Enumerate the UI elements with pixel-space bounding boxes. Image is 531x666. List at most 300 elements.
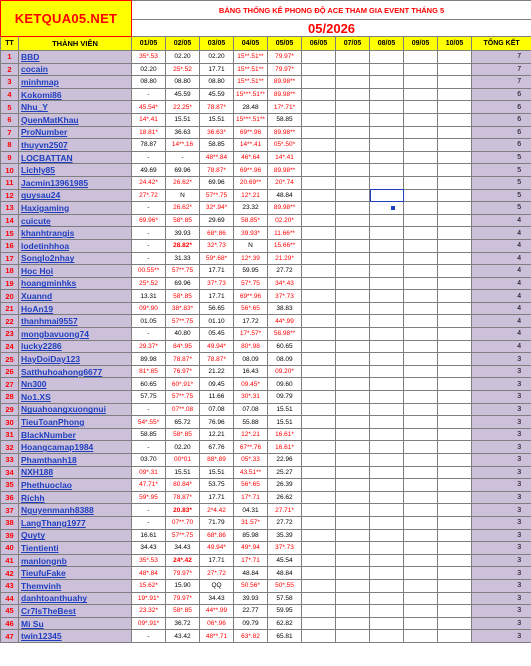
empty-cell[interactable]	[336, 63, 370, 76]
empty-cell[interactable]	[438, 340, 472, 353]
result-cell[interactable]: 37*.73	[200, 277, 234, 290]
total-cell[interactable]: 7	[472, 63, 531, 76]
row-number[interactable]: 23	[1, 328, 19, 341]
empty-cell[interactable]	[370, 605, 404, 618]
empty-cell[interactable]	[302, 139, 336, 152]
empty-cell[interactable]	[404, 466, 438, 479]
row-number[interactable]: 19	[1, 277, 19, 290]
empty-cell[interactable]	[336, 101, 370, 114]
col-header-tt[interactable]: TT	[1, 37, 19, 51]
member-name-cell[interactable]: hoangminhks	[19, 277, 132, 290]
result-cell[interactable]: 79.97*	[268, 51, 302, 64]
result-cell[interactable]: 58*.85	[166, 605, 200, 618]
result-cell[interactable]: N	[234, 239, 268, 252]
row-number[interactable]: 44	[1, 592, 19, 605]
empty-cell[interactable]	[404, 567, 438, 580]
result-cell[interactable]: 12*.39	[234, 252, 268, 265]
empty-cell[interactable]	[438, 516, 472, 529]
result-cell[interactable]: 07.08	[200, 403, 234, 416]
result-cell[interactable]: -	[132, 252, 166, 265]
result-cell[interactable]: 39.93*	[234, 227, 268, 240]
empty-cell[interactable]	[302, 239, 336, 252]
empty-cell[interactable]	[438, 164, 472, 177]
result-cell[interactable]: 78.87	[132, 139, 166, 152]
empty-cell[interactable]	[404, 428, 438, 441]
total-cell[interactable]: 4	[472, 340, 531, 353]
empty-cell[interactable]	[370, 76, 404, 89]
empty-cell[interactable]	[370, 277, 404, 290]
empty-cell[interactable]	[438, 630, 472, 643]
empty-cell[interactable]	[336, 164, 370, 177]
empty-cell[interactable]	[302, 265, 336, 278]
empty-cell[interactable]	[438, 365, 472, 378]
row-number[interactable]: 14	[1, 214, 19, 227]
row-number[interactable]: 43	[1, 579, 19, 592]
result-cell[interactable]: 29.69	[200, 214, 234, 227]
empty-cell[interactable]	[336, 630, 370, 643]
result-cell[interactable]: 71.79	[200, 516, 234, 529]
result-cell[interactable]: -	[132, 227, 166, 240]
member-name-cell[interactable]: danhtoanthuahy	[19, 592, 132, 605]
result-cell[interactable]: 27.71*	[268, 504, 302, 517]
result-cell[interactable]: 57**.75	[200, 189, 234, 202]
empty-cell[interactable]	[302, 76, 336, 89]
empty-cell[interactable]	[336, 491, 370, 504]
empty-cell[interactable]	[336, 340, 370, 353]
empty-cell[interactable]	[336, 428, 370, 441]
result-cell[interactable]: 24*.42	[166, 554, 200, 567]
empty-cell[interactable]	[404, 605, 438, 618]
empty-cell[interactable]	[404, 592, 438, 605]
empty-cell[interactable]	[438, 51, 472, 64]
total-cell[interactable]: 3	[472, 542, 531, 555]
member-name-cell[interactable]: HayDoiDay123	[19, 353, 132, 366]
result-cell[interactable]: 15.51	[200, 466, 234, 479]
result-cell[interactable]: 05.45	[200, 328, 234, 341]
row-number[interactable]: 9	[1, 151, 19, 164]
empty-cell[interactable]	[302, 340, 336, 353]
empty-cell[interactable]	[438, 529, 472, 542]
member-name-cell[interactable]: Haxigaming	[19, 202, 132, 215]
result-cell[interactable]: 58*.85	[166, 214, 200, 227]
member-name-cell[interactable]: Phamthanh18	[19, 454, 132, 467]
total-cell[interactable]: 3	[472, 378, 531, 391]
member-name-cell[interactable]: Lichly85	[19, 164, 132, 177]
empty-cell[interactable]	[438, 592, 472, 605]
empty-cell[interactable]	[370, 302, 404, 315]
empty-cell[interactable]	[336, 328, 370, 341]
total-cell[interactable]: 3	[472, 403, 531, 416]
row-number[interactable]: 12	[1, 189, 19, 202]
empty-cell[interactable]	[438, 239, 472, 252]
empty-cell[interactable]	[336, 88, 370, 101]
empty-cell[interactable]	[302, 630, 336, 643]
result-cell[interactable]: 89.98**	[268, 202, 302, 215]
result-cell[interactable]: 69.96	[166, 277, 200, 290]
empty-cell[interactable]	[302, 88, 336, 101]
row-number[interactable]: 8	[1, 139, 19, 152]
empty-cell[interactable]	[370, 466, 404, 479]
result-cell[interactable]: 25*.52	[132, 277, 166, 290]
empty-cell[interactable]	[302, 252, 336, 265]
empty-cell[interactable]	[370, 164, 404, 177]
result-cell[interactable]: -	[132, 441, 166, 454]
result-cell[interactable]: -	[132, 239, 166, 252]
empty-cell[interactable]	[404, 554, 438, 567]
result-cell[interactable]: 79.97*	[268, 63, 302, 76]
result-cell[interactable]: 14**.41	[234, 139, 268, 152]
empty-cell[interactable]	[336, 466, 370, 479]
total-cell[interactable]: 4	[472, 252, 531, 265]
result-cell[interactable]: 36.63	[166, 126, 200, 139]
result-cell[interactable]: 45.59	[200, 88, 234, 101]
member-name-cell[interactable]: BlackNumber	[19, 428, 132, 441]
total-cell[interactable]: 4	[472, 227, 531, 240]
total-cell[interactable]: 4	[472, 239, 531, 252]
empty-cell[interactable]	[438, 466, 472, 479]
member-name-cell[interactable]: lodetinhhoa	[19, 239, 132, 252]
result-cell[interactable]: 57**.75	[166, 265, 200, 278]
empty-cell[interactable]	[438, 139, 472, 152]
empty-cell[interactable]	[370, 579, 404, 592]
result-cell[interactable]: 48.84	[234, 567, 268, 580]
result-cell[interactable]: 17.71	[200, 554, 234, 567]
empty-cell[interactable]	[370, 51, 404, 64]
result-cell[interactable]: 18.81*	[132, 126, 166, 139]
empty-cell[interactable]	[302, 529, 336, 542]
result-cell[interactable]: 58.85	[132, 428, 166, 441]
total-cell[interactable]: 4	[472, 214, 531, 227]
result-cell[interactable]: 17.71	[200, 491, 234, 504]
empty-cell[interactable]	[370, 101, 404, 114]
member-name-cell[interactable]: Tientienti	[19, 542, 132, 555]
result-cell[interactable]: 15.51	[166, 113, 200, 126]
member-name-cell[interactable]: QuenMatKhau	[19, 113, 132, 126]
empty-cell[interactable]	[438, 126, 472, 139]
empty-cell[interactable]	[404, 416, 438, 429]
result-cell[interactable]: 02.20	[166, 51, 200, 64]
member-name-cell[interactable]: LOCBATTAN	[19, 151, 132, 164]
result-cell[interactable]: 09.79	[234, 617, 268, 630]
result-cell[interactable]: 65.81	[268, 630, 302, 643]
result-cell[interactable]: 04.31	[234, 504, 268, 517]
member-name-cell[interactable]: mongbavuong74	[19, 328, 132, 341]
result-cell[interactable]: 07**.70	[166, 516, 200, 529]
empty-cell[interactable]	[302, 454, 336, 467]
col-header-date[interactable]: 09/05	[404, 37, 438, 51]
member-name-cell[interactable]: Nn300	[19, 378, 132, 391]
empty-cell[interactable]	[438, 202, 472, 215]
result-cell[interactable]: 89.98**	[268, 76, 302, 89]
result-cell[interactable]: 26.62*	[166, 176, 200, 189]
empty-cell[interactable]	[404, 617, 438, 630]
empty-cell[interactable]	[336, 391, 370, 404]
result-cell[interactable]: 21.29*	[268, 252, 302, 265]
member-name-cell[interactable]: Songlo2nhay	[19, 252, 132, 265]
empty-cell[interactable]	[370, 416, 404, 429]
total-cell[interactable]: 6	[472, 101, 531, 114]
row-number[interactable]: 18	[1, 265, 19, 278]
empty-cell[interactable]	[370, 491, 404, 504]
empty-cell[interactable]	[438, 176, 472, 189]
result-cell[interactable]: 02.20	[200, 51, 234, 64]
empty-cell[interactable]	[302, 353, 336, 366]
result-cell[interactable]: 38.83	[268, 302, 302, 315]
empty-cell[interactable]	[302, 227, 336, 240]
total-cell[interactable]: 4	[472, 277, 531, 290]
empty-cell[interactable]	[438, 542, 472, 555]
result-cell[interactable]: 46*.64	[234, 151, 268, 164]
empty-cell[interactable]	[404, 391, 438, 404]
empty-cell[interactable]	[302, 202, 336, 215]
empty-cell[interactable]	[404, 328, 438, 341]
result-cell[interactable]: 25.27	[268, 466, 302, 479]
result-cell[interactable]: 58*.85	[166, 290, 200, 303]
total-cell[interactable]: 3	[472, 516, 531, 529]
result-cell[interactable]: 21.22	[200, 365, 234, 378]
result-cell[interactable]: 67**.76	[234, 441, 268, 454]
member-name-cell[interactable]: Nguyenmanh8388	[19, 504, 132, 517]
member-name-cell[interactable]: khanhtrangis	[19, 227, 132, 240]
result-cell[interactable]: -	[132, 202, 166, 215]
empty-cell[interactable]	[336, 51, 370, 64]
empty-cell[interactable]	[404, 504, 438, 517]
member-name-cell[interactable]: Richh	[19, 491, 132, 504]
member-name-cell[interactable]: ProNumber	[19, 126, 132, 139]
row-number[interactable]: 6	[1, 113, 19, 126]
result-cell[interactable]: 16.43	[234, 365, 268, 378]
result-cell[interactable]: 63*.82	[234, 630, 268, 643]
result-cell[interactable]: 57**.75	[166, 391, 200, 404]
member-name-cell[interactable]: NXH188	[19, 466, 132, 479]
result-cell[interactable]: 08.80	[132, 76, 166, 89]
result-cell[interactable]: 01.05	[132, 315, 166, 328]
result-cell[interactable]: 48**.84	[200, 151, 234, 164]
result-cell[interactable]: 60*.91*	[166, 378, 200, 391]
result-cell[interactable]: 50*.55	[268, 579, 302, 592]
empty-cell[interactable]	[438, 265, 472, 278]
result-cell[interactable]: 49*.94	[234, 542, 268, 555]
col-header-date[interactable]: 01/05	[132, 37, 166, 51]
result-cell[interactable]: 07**.08	[166, 403, 200, 416]
member-name-cell[interactable]: Satthuhoahong6677	[19, 365, 132, 378]
result-cell[interactable]: 34.43	[200, 592, 234, 605]
empty-cell[interactable]	[302, 164, 336, 177]
result-cell[interactable]: 40.80	[166, 328, 200, 341]
empty-cell[interactable]	[302, 403, 336, 416]
result-cell[interactable]: 08.80	[200, 76, 234, 89]
empty-cell[interactable]	[302, 365, 336, 378]
empty-cell[interactable]	[302, 516, 336, 529]
result-cell[interactable]: 80.84*	[166, 479, 200, 492]
empty-cell[interactable]	[336, 76, 370, 89]
total-cell[interactable]: 3	[472, 592, 531, 605]
result-cell[interactable]: 25*.52	[166, 63, 200, 76]
result-cell[interactable]: -	[132, 403, 166, 416]
result-cell[interactable]: 89.98**	[268, 126, 302, 139]
total-cell[interactable]: 3	[472, 529, 531, 542]
result-cell[interactable]: -	[132, 328, 166, 341]
result-cell[interactable]: 15.51	[166, 466, 200, 479]
result-cell[interactable]: 17.71	[200, 265, 234, 278]
empty-cell[interactable]	[438, 76, 472, 89]
member-name-cell[interactable]: Hoangcamap1984	[19, 441, 132, 454]
empty-cell[interactable]	[302, 214, 336, 227]
result-cell[interactable]: 15.51	[200, 113, 234, 126]
member-name-cell[interactable]: BBD	[19, 51, 132, 64]
col-header-date[interactable]: 07/05	[336, 37, 370, 51]
total-cell[interactable]: 3	[472, 428, 531, 441]
empty-cell[interactable]	[404, 139, 438, 152]
row-number[interactable]: 21	[1, 302, 19, 315]
member-name-cell[interactable]: minhmap	[19, 76, 132, 89]
result-cell[interactable]: 35*.53	[132, 51, 166, 64]
result-cell[interactable]: 14**.16	[166, 139, 200, 152]
empty-cell[interactable]	[370, 542, 404, 555]
result-cell[interactable]: 78.87*	[200, 101, 234, 114]
total-cell[interactable]: 6	[472, 126, 531, 139]
result-cell[interactable]: 32*.73	[200, 239, 234, 252]
empty-cell[interactable]	[370, 340, 404, 353]
empty-cell[interactable]	[370, 214, 404, 227]
row-number[interactable]: 38	[1, 516, 19, 529]
empty-cell[interactable]	[404, 265, 438, 278]
result-cell[interactable]: 05*.33	[234, 454, 268, 467]
row-number[interactable]: 28	[1, 391, 19, 404]
empty-cell[interactable]	[370, 139, 404, 152]
empty-cell[interactable]	[302, 617, 336, 630]
empty-cell[interactable]	[404, 302, 438, 315]
result-cell[interactable]: 69.96	[166, 164, 200, 177]
result-cell[interactable]: 17*.71	[234, 554, 268, 567]
row-number[interactable]: 47	[1, 630, 19, 643]
empty-cell[interactable]	[404, 113, 438, 126]
empty-cell[interactable]	[370, 239, 404, 252]
result-cell[interactable]: 43.51**	[234, 466, 268, 479]
result-cell[interactable]: 27*.72	[132, 189, 166, 202]
total-cell[interactable]: 3	[472, 466, 531, 479]
empty-cell[interactable]	[302, 428, 336, 441]
empty-cell[interactable]	[370, 516, 404, 529]
result-cell[interactable]: 57*.75	[234, 277, 268, 290]
empty-cell[interactable]	[302, 63, 336, 76]
empty-cell[interactable]	[404, 252, 438, 265]
total-cell[interactable]: 3	[472, 353, 531, 366]
total-cell[interactable]: 3	[472, 554, 531, 567]
result-cell[interactable]: 57.58	[268, 592, 302, 605]
empty-cell[interactable]	[404, 227, 438, 240]
empty-cell[interactable]	[336, 504, 370, 517]
result-cell[interactable]: 69**.96	[234, 290, 268, 303]
result-cell[interactable]: 89.98	[132, 353, 166, 366]
result-cell[interactable]: 44**.99	[200, 605, 234, 618]
result-cell[interactable]: 58*.85	[166, 428, 200, 441]
result-cell[interactable]: 15**.51**	[234, 76, 268, 89]
empty-cell[interactable]	[438, 252, 472, 265]
empty-cell[interactable]	[336, 554, 370, 567]
result-cell[interactable]: 06*.96	[200, 617, 234, 630]
empty-cell[interactable]	[404, 63, 438, 76]
empty-cell[interactable]	[438, 403, 472, 416]
col-header-date[interactable]: 03/05	[200, 37, 234, 51]
member-name-cell[interactable]: Themvinh	[19, 579, 132, 592]
empty-cell[interactable]	[370, 479, 404, 492]
result-cell[interactable]: 07.08	[234, 403, 268, 416]
empty-cell[interactable]	[336, 113, 370, 126]
total-cell[interactable]: 3	[472, 441, 531, 454]
result-cell[interactable]: 57**.75	[166, 315, 200, 328]
result-cell[interactable]: 48**.71	[200, 630, 234, 643]
empty-cell[interactable]	[404, 441, 438, 454]
member-name-cell[interactable]: TieuToanPhong	[19, 416, 132, 429]
result-cell[interactable]: 45.59	[166, 88, 200, 101]
member-name-cell[interactable]: cuicute	[19, 214, 132, 227]
result-cell[interactable]: 60.65	[268, 340, 302, 353]
member-name-cell[interactable]: cocain	[19, 63, 132, 76]
empty-cell[interactable]	[404, 378, 438, 391]
empty-cell[interactable]	[438, 151, 472, 164]
empty-cell[interactable]	[404, 491, 438, 504]
member-name-cell[interactable]: thuyvn2507	[19, 139, 132, 152]
empty-cell[interactable]	[370, 202, 404, 215]
result-cell[interactable]: 34.43	[132, 542, 166, 555]
result-cell[interactable]: 17.72	[234, 315, 268, 328]
result-cell[interactable]: 11.66	[200, 391, 234, 404]
empty-cell[interactable]	[438, 302, 472, 315]
empty-cell[interactable]	[302, 113, 336, 126]
result-cell[interactable]: 37*.73	[268, 542, 302, 555]
member-name-cell[interactable]: No1.XS	[19, 391, 132, 404]
result-cell[interactable]: 85.98	[234, 529, 268, 542]
result-cell[interactable]: 69**.96	[234, 126, 268, 139]
empty-cell[interactable]	[302, 441, 336, 454]
row-number[interactable]: 16	[1, 239, 19, 252]
empty-cell[interactable]	[302, 378, 336, 391]
empty-cell[interactable]	[404, 579, 438, 592]
member-name-cell[interactable]: Jacmin13961985	[19, 176, 132, 189]
result-cell[interactable]: 09.20*	[268, 365, 302, 378]
empty-cell[interactable]	[404, 189, 438, 202]
result-cell[interactable]: 79.97*	[166, 592, 200, 605]
result-cell[interactable]: -	[132, 151, 166, 164]
empty-cell[interactable]	[438, 113, 472, 126]
result-cell[interactable]: 47.71*	[132, 479, 166, 492]
empty-cell[interactable]	[404, 315, 438, 328]
row-number[interactable]: 40	[1, 542, 19, 555]
result-cell[interactable]: 09.45	[200, 378, 234, 391]
member-name-cell[interactable]: lucky2286	[19, 340, 132, 353]
result-cell[interactable]: 23.32*	[132, 605, 166, 618]
result-cell[interactable]: 22.77	[234, 605, 268, 618]
empty-cell[interactable]	[336, 214, 370, 227]
result-cell[interactable]: 38*.83*	[166, 302, 200, 315]
result-cell[interactable]: 84*.95	[166, 340, 200, 353]
empty-cell[interactable]	[302, 189, 336, 202]
row-number[interactable]: 41	[1, 554, 19, 567]
empty-cell[interactable]	[438, 491, 472, 504]
result-cell[interactable]: 09*.90	[132, 302, 166, 315]
result-cell[interactable]: 09.79	[268, 391, 302, 404]
total-cell[interactable]: 4	[472, 290, 531, 303]
empty-cell[interactable]	[404, 529, 438, 542]
result-cell[interactable]: 27.72	[268, 265, 302, 278]
result-cell[interactable]: 20.69**	[234, 176, 268, 189]
result-cell[interactable]: 59*.68*	[200, 252, 234, 265]
empty-cell[interactable]	[370, 189, 404, 202]
empty-cell[interactable]	[404, 479, 438, 492]
empty-cell[interactable]	[404, 290, 438, 303]
empty-cell[interactable]	[404, 176, 438, 189]
